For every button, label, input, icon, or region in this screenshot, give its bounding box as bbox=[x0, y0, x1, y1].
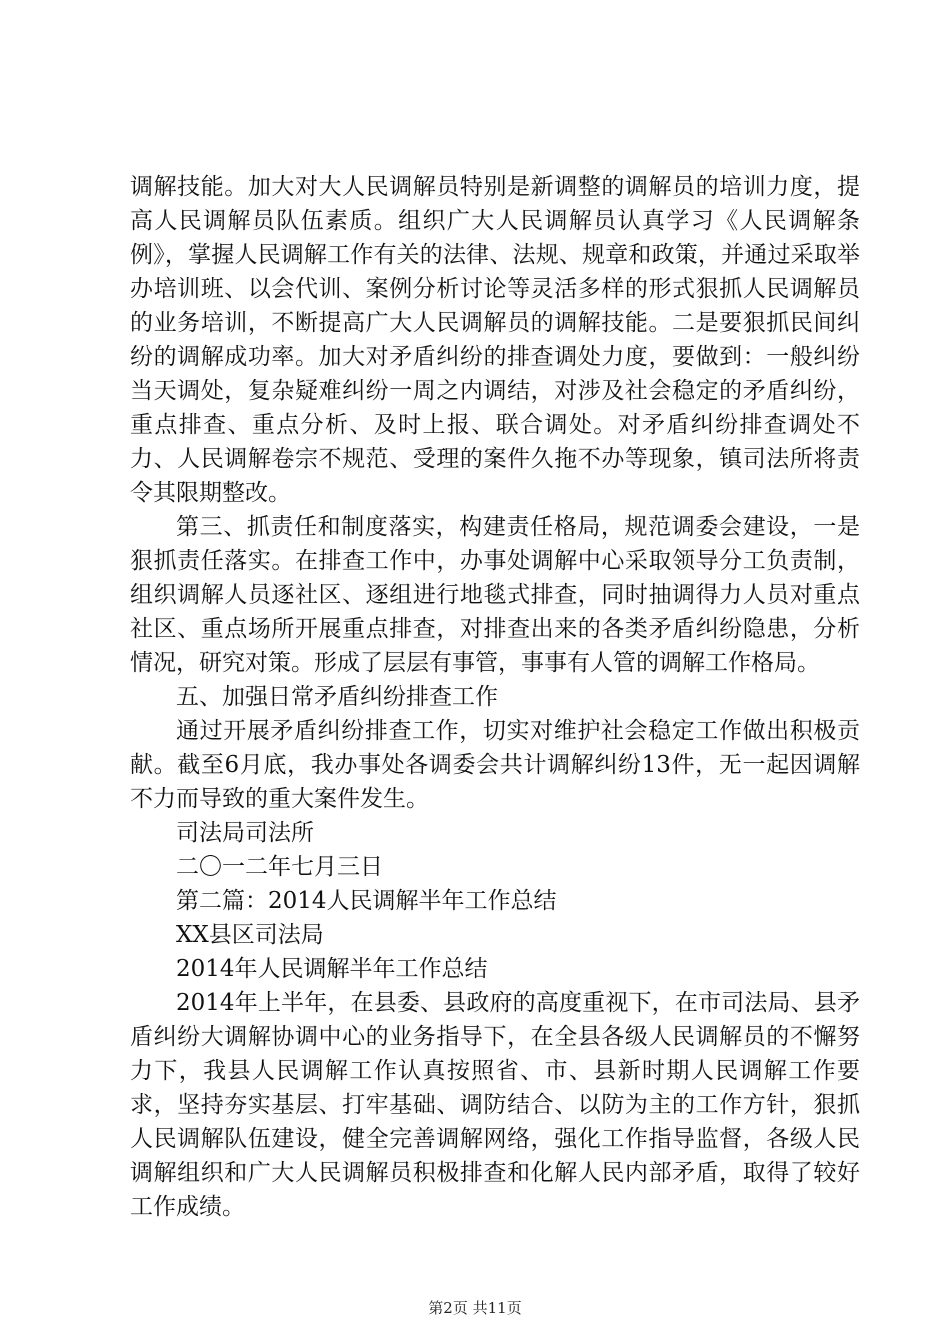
paragraph-2: 第三、抓责任和制度落实，构建责任格局，规范调委会建设，一是狠抓责任落实。在排查工作中，办事处调解中心采取领导分工负责制，组织调解人员逐社区、逐组进行地毯式排查，同时抽调得力人员对重点社区、重点场所开展重点排查，对排查出来的各类矛盾纠纷隐患，分析情况，研究对策。形成了层层有事管，事事有人管的调解工作格局。 bbox=[130, 514, 860, 676]
report-title: 2014年人民调解半年工作总结 bbox=[176, 956, 488, 982]
section-heading: 五、加强日常矛盾纠纷排查工作 bbox=[176, 684, 498, 710]
page-footer: 第2页 共11页 bbox=[428, 1299, 522, 1317]
paragraph-3: 通过开展矛盾纠纷排查工作，切实对维护社会稳定工作做出积极贡献。截至6月底，我办事处各调委会共计调解纠纷13件，无一起因调解不力而导致的重大案件发生。 bbox=[130, 718, 860, 812]
chapter-title: 第二篇：2014人民调解半年工作总结 bbox=[176, 888, 557, 914]
paragraph-4: 2014年上半年，在县委、县政府的高度重视下，在市司法局、县矛盾纠纷大调解协调中心的业务指导下，在全县各级人民调解员的不懈努力下，我县人民调解工作认真按照省、市、县新时期人民调解工作要求，坚持夯实基层、打牢基础、调防结合、以防为主的工作方针，狠抓人民调解队伍建设，健全完善调解网络，强化工作指导监督，各级人民调解组织和广大人民调解员积极排查和化解人民内部矛盾，取得了较好工作成绩。 bbox=[130, 990, 860, 1220]
paragraph-1: 调解技能。加大对大人民调解员特别是新调整的调解员的培训力度，提高人民调解员队伍素质。组织广大人民调解员认真学习《人民调解条例》，掌握人民调解工作有关的法律、法规、规章和政策，并通过采取举办培训班、以会代训、案例分析讨论等灵活多样的形式狠抓人民调解员的业务培训，不断提高广大人民调解员的调解技能。二是要狠抓民间纠纷的调解成功率。加大对矛盾纠纷的排查调处力度，要做到：一般纠纷当天调处，复杂疑难纠纷一周之内调结，对涉及社会稳定的矛盾纠纷，重点排查、重点分析、及时上报、联合调处。对矛盾纠纷排查调处不力、人民调解卷宗不规范、受理的案件久拖不办等现象，镇司法所将责令其限期整改。 bbox=[130, 174, 860, 506]
issuer-name: XX县区司法局 bbox=[176, 922, 324, 948]
signature-date: 二〇一二年七月三日 bbox=[176, 854, 383, 880]
signature-org: 司法局司法所 bbox=[176, 820, 314, 846]
document-body bbox=[130, 170, 860, 1224]
